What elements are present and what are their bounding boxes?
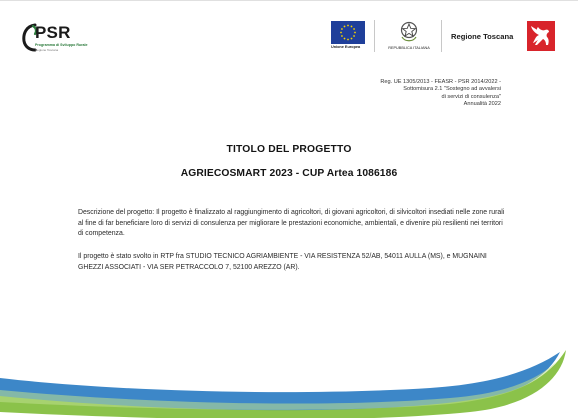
regulation-line: Reg. UE 1305/2013 - FEASR - PSR 2014/2022 -: [380, 79, 501, 85]
eu-caption: Unione Europea: [331, 45, 361, 49]
repubblica-caption: REPUBBLICA ITALIANA: [388, 46, 430, 50]
project-title: AGRIECOSMART 2023 - CUP Artea 1086186: [180, 168, 398, 179]
project-description: Descrizione del progetto: Il progetto è finalizzato al raggiungimento di agricoltori, di giovani agricoltori, di silvicoltori insediati nelle zone rurali al fine di far beneficiare loro di servizi di consulenza per migliorare le prestazioni economiche, ambientali, e divenire più resilienti nei territori di competenza.: [78, 209, 505, 238]
regione-toscana-label: Regione Toscana: [451, 32, 514, 41]
project-partners: Il progetto è stato svolto in RTP fra STUDIO TECNICO AGRIAMBIENTE - VIA RESISTENZA 52/AB, 54011 AULLA (MS), e MUGNAINI GHEZZI ASSOCIATI - VIA SER PETRACCOLO 7, 52100 AREZZO (AR).: [78, 253, 487, 271]
psr-tagline: Programma di Sviluppo Rurale: [35, 43, 88, 47]
psr-sub-tagline: Regione Toscana: [35, 48, 59, 52]
psr-wordmark: PSR: [35, 23, 71, 42]
regulation-line: Annualità 2022: [463, 101, 501, 108]
regulation-line: di servizi di consulenza": [441, 93, 501, 100]
section-heading: TITOLO DEL PROGETTO: [226, 144, 352, 155]
regulation-line: Sottomisura 2.1 "Sostegno ad avvalersi: [403, 86, 501, 93]
